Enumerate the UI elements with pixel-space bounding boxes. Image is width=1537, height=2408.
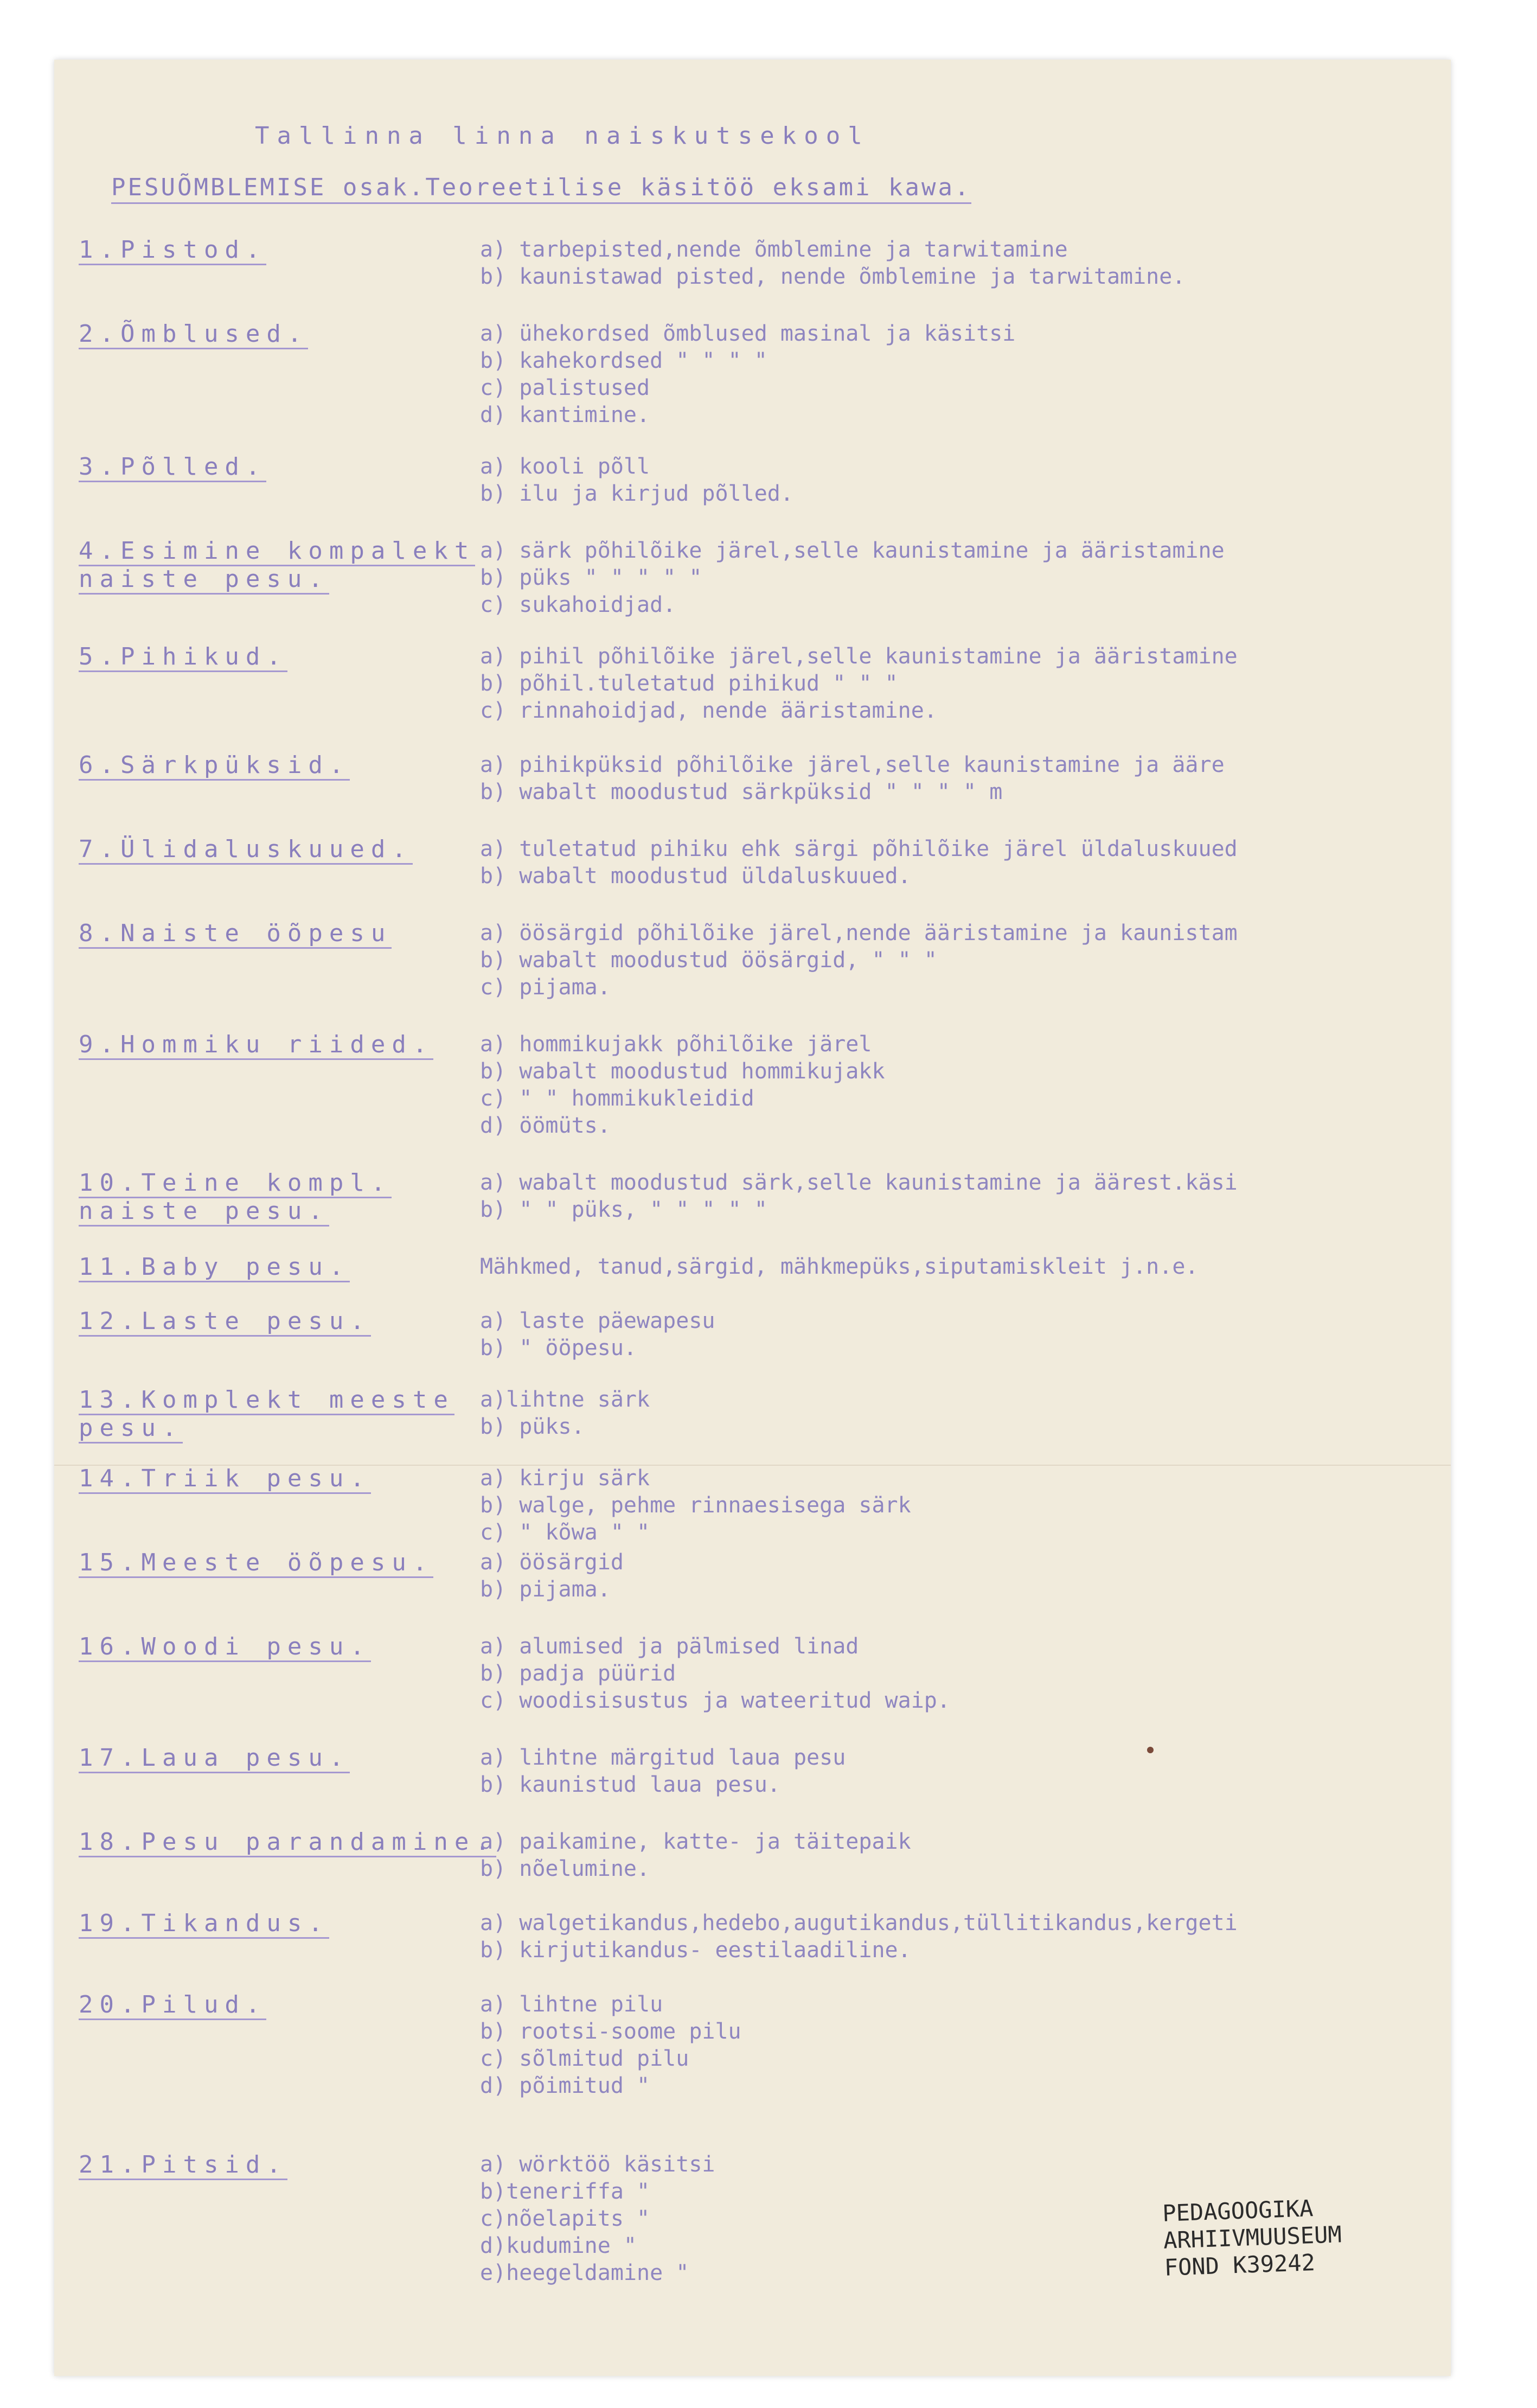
section-items [480,1031,1445,1139]
archive-stamp [1162,2194,1343,2281]
section-item: b) põhil.tuletatud pihikud " " " [480,671,898,696]
section-item: a) lihtne märgitud laua pesu [480,1745,846,1770]
section-item: c) " kõwa " " [480,1520,650,1545]
section-item: b) rootsi-soome pilu [480,2019,741,2044]
section-item: a) pihikpüksid põhilõike järel,selle kaunistamine ja ääre [480,752,1225,777]
section-items [480,1909,1445,1964]
section-title [79,2151,513,2179]
section-title [79,1031,513,1059]
section-title [79,1633,513,1661]
section-item: a) laste päewapesu [480,1308,715,1333]
section-items [480,1465,1445,1546]
section-item: c)nõelapits " [480,2206,650,2231]
section-title-text: 2.Õmblused. [79,320,308,349]
section-item: b) " " püks, " " " " " [480,1197,767,1222]
section-item: b) wabalt moodustud särkpüksid " " " " m [480,780,1003,804]
section-title-text: 9.Hommiku riided. [79,1031,433,1060]
exam-heading: PESUÕMBLEMISE osak.Teoreetilise käsitöö eksami kawa. [111,174,971,204]
section-item: c) palistused [480,375,650,400]
section-item: a) pihil põhilõike järel,selle kaunistamine ja ääristamine [480,644,1238,669]
section-item: e)heegeldamine " [480,2260,689,2285]
section-title [79,1828,513,1856]
section-item: c) pijama. [480,975,611,1000]
section-item: b) wabalt moodustud üldaluskuued. [480,864,911,889]
section-title-text: 3.Põlled. [79,453,266,482]
section-title-text: 19.Tikandus. [79,1909,329,1939]
ink-dot [1147,1747,1154,1753]
stamp-line-1: PEDAGOOGIKA [1162,2195,1314,2227]
section-item: b) kirjutikandus- eestilaadiline. [480,1938,911,1963]
section-items [480,1386,1445,1440]
section-items [480,453,1445,507]
section-title-text: 8.Naiste öõpesu [79,919,392,949]
section-item: d)kudumine " [480,2233,637,2258]
section-item: a) öösärgid põhilõike järel,nende ääristamine ja kaunistam [480,921,1238,946]
section-items [480,1744,1445,1798]
section-title [79,919,513,948]
school-title: Tallinna linna naiskutsekool [255,122,870,150]
section-item: a) ühekordsed õmblused masinal ja käsitsi [480,321,1016,346]
section-item: a) paikamine, katte- ja täitepaik [480,1829,911,1854]
section-items [480,1169,1445,1223]
section-title-text: 5.Pihikud. [79,643,287,672]
section-title-text: 6.Särkpüksid. [79,751,350,781]
section-title-text: 13.Komplekt meeste pesu. [79,1386,454,1443]
section-item: c) woodisisustus ja wateeritud waip. [480,1688,950,1713]
section-items [480,537,1445,618]
section-title-text: 12.Laste pesu. [79,1307,371,1337]
section-item: b) wabalt moodustud hommikujakk [480,1059,885,1084]
section-title [79,1169,513,1225]
document-page [54,60,1451,2376]
section-title [79,236,513,264]
section-item: a) kooli põll [480,454,650,479]
section-items [480,643,1445,724]
section-title-text: 1.Pistod. [79,236,266,265]
section-item: a) tarbepisted,nende õmblemine ja tarwitamine [480,237,1068,262]
section-item: a) wörktöö käsitsi [480,2152,715,2177]
section-title [79,643,513,671]
section-item: b) walge, pehme rinnaesisega särk [480,1493,911,1518]
section-items [480,1828,1445,1882]
section-item: a) alumised ja pälmised linad [480,1634,859,1659]
section-item: c) " " hommikukleidid [480,1086,754,1111]
section-items [480,236,1445,290]
section-item: d) öömüts. [480,1113,611,1138]
section-title [79,751,513,780]
section-item: b) wabalt moodustud öösärgid, " " " [480,948,937,973]
section-items [480,1307,1445,1362]
section-title [79,1307,513,1336]
section-item: b) pijama. [480,1577,611,1602]
section-title-text: 10.Teine kompl. naiste pesu. [79,1169,392,1227]
section-item: b) püks. [480,1414,585,1439]
section-item: b)teneriffa " [480,2179,650,2204]
section-title [79,1386,513,1442]
section-item: b) kahekordsed " " " " [480,348,767,373]
section-title-text: 11.Baby pesu. [79,1253,350,1282]
section-title-text: 20.Pilud. [79,1991,266,2020]
section-item: a) lihtne pilu [480,1992,663,2017]
section-item: a) wabalt moodustud särk,selle kaunistamine ja äärest.käsi [480,1170,1238,1195]
section-title-text: 21.Pitsid. [79,2151,287,2180]
section-item: a) walgetikandus,hedebo,augutikandus,tüllitikandus,kergeti [480,1911,1238,1936]
section-items [480,919,1445,1001]
section-item: c) sõlmitud pilu [480,2046,689,2071]
section-item: a) kirju särk [480,1466,650,1491]
section-item: a) öösärgid [480,1550,624,1575]
section-item: a) tuletatud pihiku ehk särgi põhilõike järel üldaluskuued [480,836,1238,861]
section-items [480,835,1445,890]
section-item: b) püks " " " " " [480,565,702,590]
section-item: Mähkmed, tanud,särgid, mähkmepüks,siputamiskleit j.n.e. [480,1254,1199,1279]
section-title-text: 17.Laua pesu. [79,1744,350,1773]
section-items [480,1991,1445,2099]
section-items [480,751,1445,806]
section-item: b) ilu ja kirjud põlled. [480,481,793,506]
section-item: b) kaunistud laua pesu. [480,1772,780,1797]
section-item: b) " ööpesu. [480,1336,637,1361]
section-title-text: 18.Pesu parandamine. [79,1828,496,1857]
stamp-line-2: ARHIIVMUUSEUM [1163,2221,1342,2254]
section-title [79,835,513,864]
section-item: a) särk põhilõike järel,selle kaunistamine ja ääristamine [480,538,1225,563]
section-item: b) kaunistawad pisted, nende õmblemine ja tarwitamine. [480,264,1186,289]
section-item: c) sukahoidjad. [480,592,676,617]
section-title [79,1549,513,1577]
section-title [79,1991,513,2019]
section-item: a)lihtne särk [480,1387,650,1412]
section-items [480,1549,1445,1603]
section-item: d) kantimine. [480,403,650,427]
section-title [79,320,513,348]
section-items [480,1253,1445,1280]
section-title [79,1253,513,1281]
section-items [480,1633,1445,1714]
section-item: a) hommikujakk põhilõike järel [480,1032,872,1057]
section-title [79,1465,513,1493]
section-items [480,320,1445,429]
section-item: c) rinnahoidjad, nende ääristamine. [480,698,937,723]
section-item: b) padja püürid [480,1661,676,1686]
section-title [79,453,513,481]
section-title-text: 14.Triik pesu. [79,1465,371,1494]
section-item: d) põimitud " [480,2073,650,2098]
section-title-text: 7.Ülidaluskuued. [79,835,413,865]
stamp-line-3: FOND K39242 [1163,2249,1316,2281]
section-title-text: 16.Woodi pesu. [79,1633,371,1662]
section-title [79,537,513,593]
section-title-text: 15.Meeste öõpesu. [79,1549,433,1578]
section-item: b) nõelumine. [480,1856,650,1881]
section-title-text: 4.Esimine kompalekt naiste pesu. [79,537,475,595]
section-title [79,1909,513,1938]
section-title [79,1744,513,1772]
